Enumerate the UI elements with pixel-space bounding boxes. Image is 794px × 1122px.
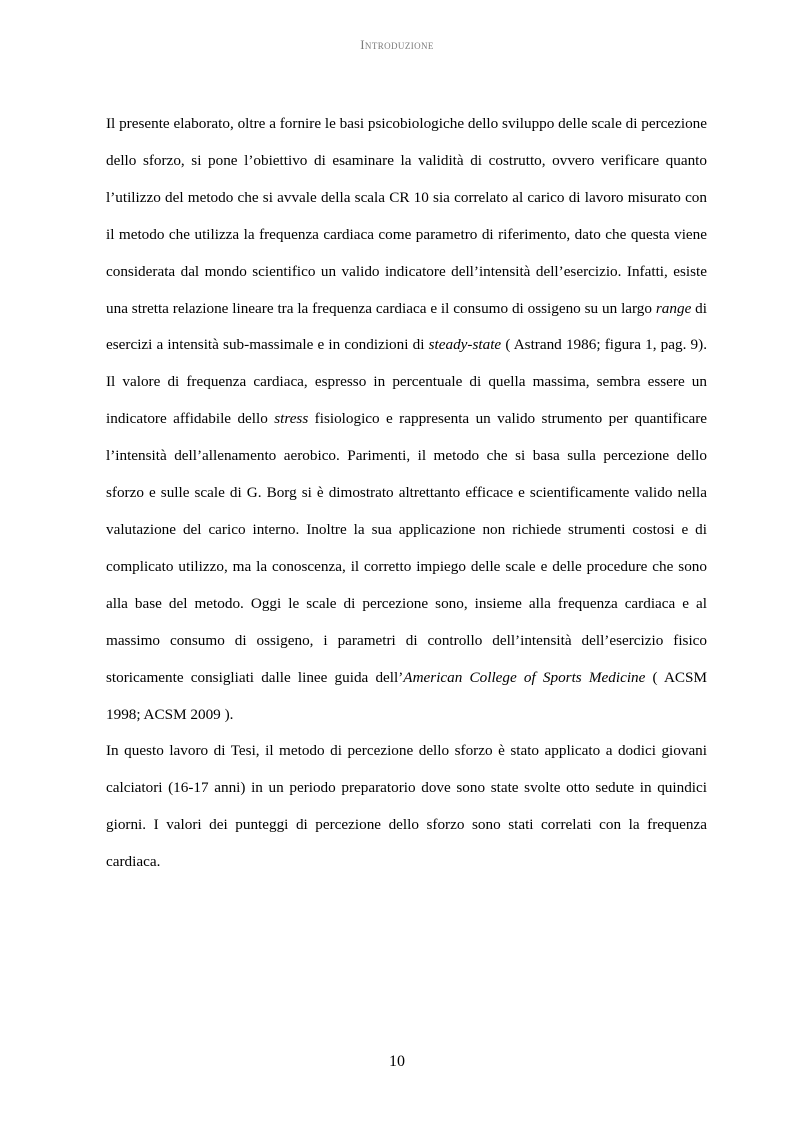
italic-term-stress: stress bbox=[274, 410, 309, 428]
text-segment: In questo lavoro di Tesi, il metodo di percezione dello sforzo è stato applicato a dodici giovani calciatori (16-17 anni) in un periodo preparatorio dove sono state svolte otto sedute in quindici giorni. I valori dei punteggi di percezione dello sforzo sono stati correlati con la frequenza cardiaca. bbox=[106, 742, 707, 871]
italic-term-range: range bbox=[655, 299, 692, 317]
text-segment: ( ACSM 1998; ACSM 2009 ). bbox=[106, 668, 707, 723]
running-header: Introduzione bbox=[360, 37, 434, 52]
paragraph-thesis bbox=[106, 733, 707, 881]
text-segment: Il presente elaborato, oltre a fornire le basi psicobiologiche dello sviluppo delle scale di percezione dello sforzo, si pone l’obiettivo di esaminare la validità di costrutto, ovvero verificare quanto l’utilizzo del metodo che si avvale della scala CR 10 sia correlato al carico di lavoro misurato con il metodo che utilizza la frequenza cardiaca come parametro di riferimento, dato che questa viene considerata dal mondo scientifico un valido indicatore dell’intensità dell’esercizio. Infatti, esiste una stretta relazione lineare tra la frequenza cardiaca e il consumo di ossigeno su un largo bbox=[106, 115, 707, 317]
text-segment: ( Astrand 1986; figura 1, pag. 9). Il valore di frequenza cardiaca, espresso in percentuale di quella massima, sembra essere un indicatore affidabile dello bbox=[106, 336, 708, 428]
body-text bbox=[106, 106, 707, 881]
italic-term-steady-state: steady-state bbox=[428, 336, 502, 354]
page-number: 10 bbox=[389, 1053, 405, 1070]
text-segment: fisiologico e rappresenta un valido strumento per quantificare l’intensità dell’allenamento aerobico. Parimenti, il metodo che si basa sulla percezione dello sforzo e sulle scale di G. Borg si è dimostrato altrettanto efficace e scientificamente valido nella valutazione del carico interno. Inoltre la sua applicazione non richiede strumenti costosi e di complicato utilizzo, ma la conoscenza, il corretto impiego delle scale e delle procedure che sono alla base del metodo. Oggi le scale di percezione sono, insieme alla frequenza cardiaca e al massimo consumo di ossigeno, i parametri di controllo dell’intensità dell’esercizio fisico storicamente consigliati dalle linee guida dell’ bbox=[106, 410, 707, 686]
text-segment: di esercizi a intensità sub-massimale e in condizioni di bbox=[106, 299, 707, 354]
italic-term-acsm: American College of Sports Medicine bbox=[403, 668, 646, 686]
paragraph-intro bbox=[106, 106, 707, 733]
